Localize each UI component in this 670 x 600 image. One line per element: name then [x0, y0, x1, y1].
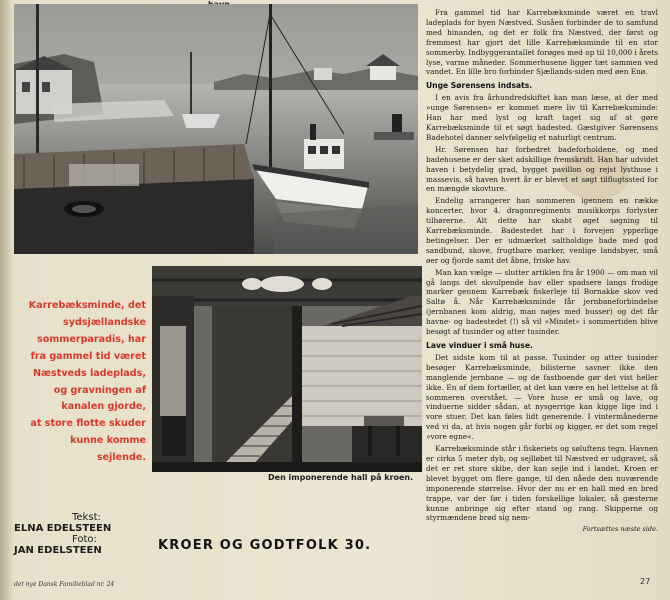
- article-paragraph: Hr. Sørensen har forbedret badeforholdene, og med badehusene er der sket adskillige fremskridt. Han har udvidet haven i betydelig grad, bygget pavillon og rejst lysthuse i massevis, så haven hvert år er blevet et søgt tilflugtssted for en mængde skovture.: [426, 144, 658, 194]
- section-title: KROER OG GODTFOLK 30.: [158, 538, 372, 553]
- pull-quote-line: at store flotte skuder: [30, 418, 146, 430]
- article-subheading: Lave vinduer i små huse.: [426, 341, 533, 350]
- article-paragraph: Det sidste kom til at passe. Tusinder og atter tusinder besøger Karrebæksminde, bilisterne savner ikke den manglende jernbane — og de fastboende gør det vist heller ikke. En af dem fortæller, at det kan være en hel lettelse at få sommeren overstået. — Vore huse er små og lave, og vinduerne sidder sådan, at nysgerrige kan kigge lige ind i vore stuer. Det kan føles lidt generende. I vintermånederne ved vi da, at hvis nogen går forbi og kigger, er det som regel »vore egne«.: [426, 352, 658, 442]
- pull-quote-line: sydsjællandske: [63, 316, 146, 328]
- text-credit-author: ELNA EDELSTEEN: [14, 523, 112, 534]
- pull-quote-line: sommerparadis, har: [37, 333, 146, 345]
- text-credit-label: Tekst:: [72, 512, 101, 523]
- article-paragraph: Fra gammel tid har Karrebæksminde været en travl ladeplads for byen Næstved. Susåen forbinder de to samfund med hinanden, og det er folk fra Næstved, der først og fremmest har gjort det lille Karrebæksminde til en stor sommerby. Indbyggerantallet forøges med op til 10,000 i årets lyse, varme måneder. Sommerhusene ligger tæt sammen ved vandet. En lille bro forbinder Sjællands-siden med øen Enø.: [426, 8, 658, 77]
- harbour-photo: [14, 4, 418, 254]
- pull-quote-line: og gravningen af: [53, 384, 146, 396]
- photo-credit-author: JAN EDELSTEEN: [14, 545, 102, 556]
- pull-quote-line: Karrebæksminde, det: [28, 300, 146, 311]
- hall-photo: [152, 266, 422, 472]
- pull-quote-line: kanalen gjorde,: [61, 401, 146, 413]
- pull-quote-line: kunne komme: [70, 435, 146, 447]
- article-paragraph: I en avis fra århundredskiftet kan man læse, at der med »unge Sørensen« er kommet mere liv til Karrebæksminde: Han har med lyst og kraft taget sig af at gøre Karrebæksminde til et søgt badested. Gæstgiver Sørensens Badehotel danner selvfølgelig et naturligt centrum.: [426, 93, 658, 142]
- continued-note: Fortsættes næste side.: [582, 525, 658, 534]
- article-paragraph: Man kan vælge — slutter artiklen fra år 1900 — om man vil gå langs det skvulpende hav eller spadsere langs frodige marker gennem Karrebæk fiskerleje til Bornakke skov ved Saltø å. Når Karrebæksminde får jernbaneforbindelse (jernbanen kom aldrig, man nøjes med busser) og det får havne- og badestedet (!) så vil »Mindet« i sommertiden blive besøgt af tusinder og atter tusinder.: [426, 267, 658, 337]
- pull-quote-line: fra gammel tid været: [30, 350, 146, 362]
- pull-quote-line: sejlende.: [96, 452, 146, 464]
- hall-photo-caption: Den imponerende hall på kroen.: [268, 473, 414, 482]
- magazine-footer: det nye Dansk Familieblad nr. 24: [14, 581, 115, 588]
- page-number: 27: [640, 577, 651, 586]
- credits: [14, 512, 111, 556]
- pull-quote-line: Næstveds ladeplads,: [32, 367, 146, 379]
- article-subheading: Unge Sørensens indsats.: [426, 81, 533, 91]
- pull-quote: [10, 298, 146, 467]
- article-paragraph: Endelig arrangerer han sommeren igennem en række koncerter, hvor 4. dragonregiments musikkorps forlyster tilhørerne. Alt dette har skabt øget søgning til Karrebæksminde. Badestedet har i forvejen ypperlige betingelser. Der er udmærket saltholdige bade med god sandbund, skove, frugtbare marker, venlige landsbyer, små øer og fjorde samt det åbne, friske hav.: [426, 196, 658, 265]
- article-column: [426, 8, 658, 535]
- article-paragraph: Karrebæksminde står i fiskeriets og søluftens tegn. Havnen er cirka 5 meter dyb, og sejlløbet til Næstved er udgravet, så det er ret store skibe, der kan sejle ind i landet. Kroen er blevet bygget om flere gange, til den nåede den nuværende imponerende størrelse. Hvor der nu er en hall med en bred trappe, var der før i tiden forskellige lokaler, så gæsterne kunne anbringe sig efter stand og rang. Skipperne og styrmændene brød sig nem-: [426, 444, 658, 523]
- photo-credit-label: Foto:: [72, 534, 97, 545]
